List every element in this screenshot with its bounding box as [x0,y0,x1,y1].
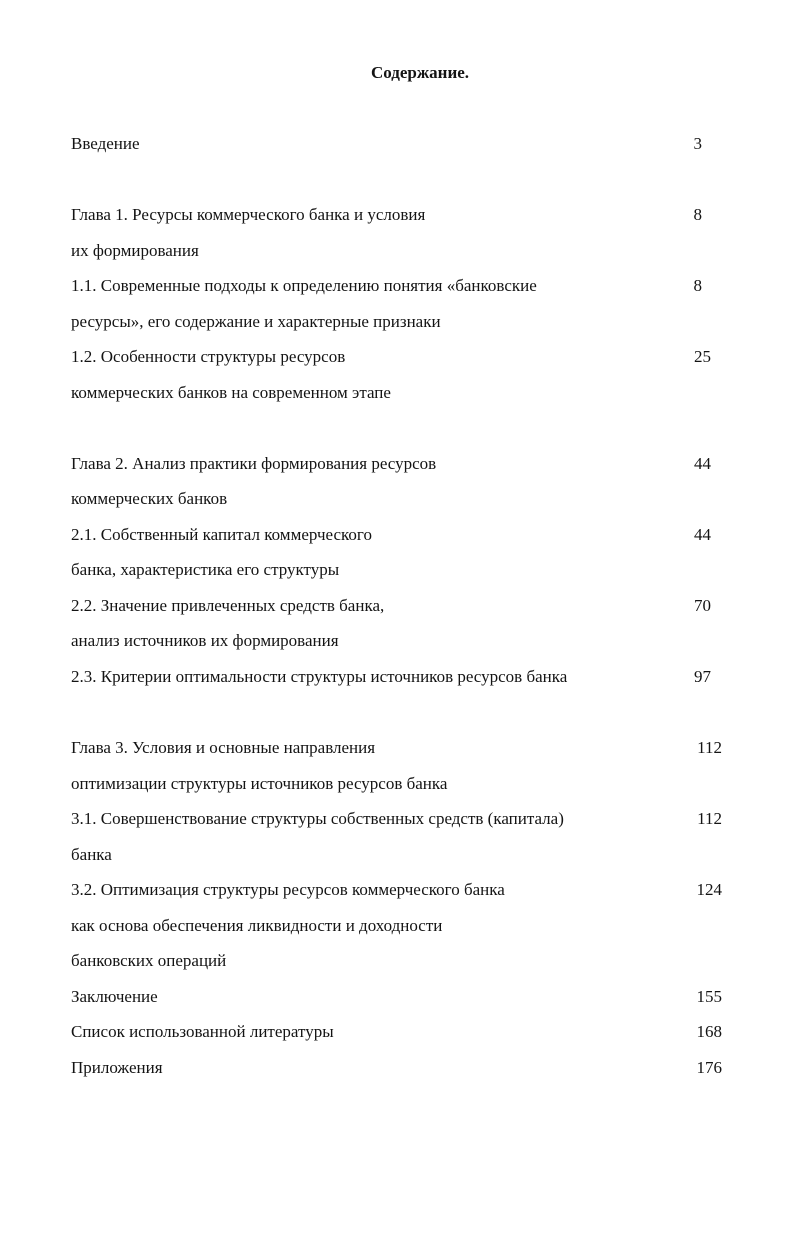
toc-chapter-3-line-1: Глава 3. Условия и основные направления [71,738,376,757]
toc-section-3-2-line-3: банковских операций [71,951,227,970]
toc-section-3-2-line-2: как основа обеспечения ликвидности и доходности [71,916,443,935]
toc-section-2-2-line-2: анализ источников их формирования [71,631,339,650]
toc-section-1-1-page: 8 [693,276,702,295]
toc-section-2-2-page: 70 [694,596,711,615]
toc-section-2-3-page: 97 [694,667,711,686]
toc-references: Список использованной литературы [71,1022,334,1041]
toc-conclusion: Заключение [71,987,158,1006]
toc-intro: Введение [71,134,140,153]
toc-section-2-3-line-1: 2.3. Критерии оптимальности структуры источников ресурсов банка [71,667,568,686]
toc-chapter-2-line-2: коммерческих банков [71,489,228,508]
toc-chapter-2-page: 44 [694,454,711,473]
toc-section-3-2-page: 124 [696,880,722,899]
toc-section-1-2-line-2: коммерческих банков на современном этапе [71,383,391,402]
toc-chapter-3-page: 112 [697,738,722,757]
toc-section-3-2-line-1: 3.2. Оптимизация структуры ресурсов коммерческого банка [71,880,505,899]
page-title: Содержание. [370,63,470,82]
toc-conclusion-page: 155 [696,987,722,1006]
toc-section-3-1-line-2: банка [71,845,112,864]
toc-chapter-3-line-2: оптимизации структуры источников ресурсов банка [71,774,448,793]
toc-appendix-page: 176 [696,1058,722,1077]
toc-chapter-1-line-1: Глава 1. Ресурсы коммерческого банка и условия [71,205,426,224]
toc-section-1-1-line-1: 1.1. Современные подходы к определению понятия «банковские [71,276,537,295]
toc-section-1-1-line-2: ресурсы», его содержание и характерные признаки [71,312,441,331]
toc-section-2-2-line-1: 2.2. Значение привлеченных средств банка, [71,596,385,615]
toc-section-2-1-page: 44 [694,525,711,544]
toc-section-3-1-line-1: 3.1. Совершенствование структуры собственных средств (капитала) [71,809,564,828]
toc-references-page: 168 [696,1022,722,1041]
toc-section-1-2-line-1: 1.2. Особенности структуры ресурсов [71,347,346,366]
toc-chapter-1-page: 8 [693,205,702,224]
toc-chapter-2-line-1: Глава 2. Анализ практики формирования ресурсов [71,454,437,473]
toc-chapter-1-line-2: их формирования [71,241,199,260]
toc-intro-page: 3 [693,134,702,153]
toc-section-2-1-line-1: 2.1. Собственный капитал коммерческого [71,525,372,544]
toc-section-2-1-line-2: банка, характеристика его структуры [71,560,340,579]
toc-appendix: Приложения [71,1058,163,1077]
toc-section-1-2-page: 25 [694,347,711,366]
toc-section-3-1-page: 112 [697,809,722,828]
